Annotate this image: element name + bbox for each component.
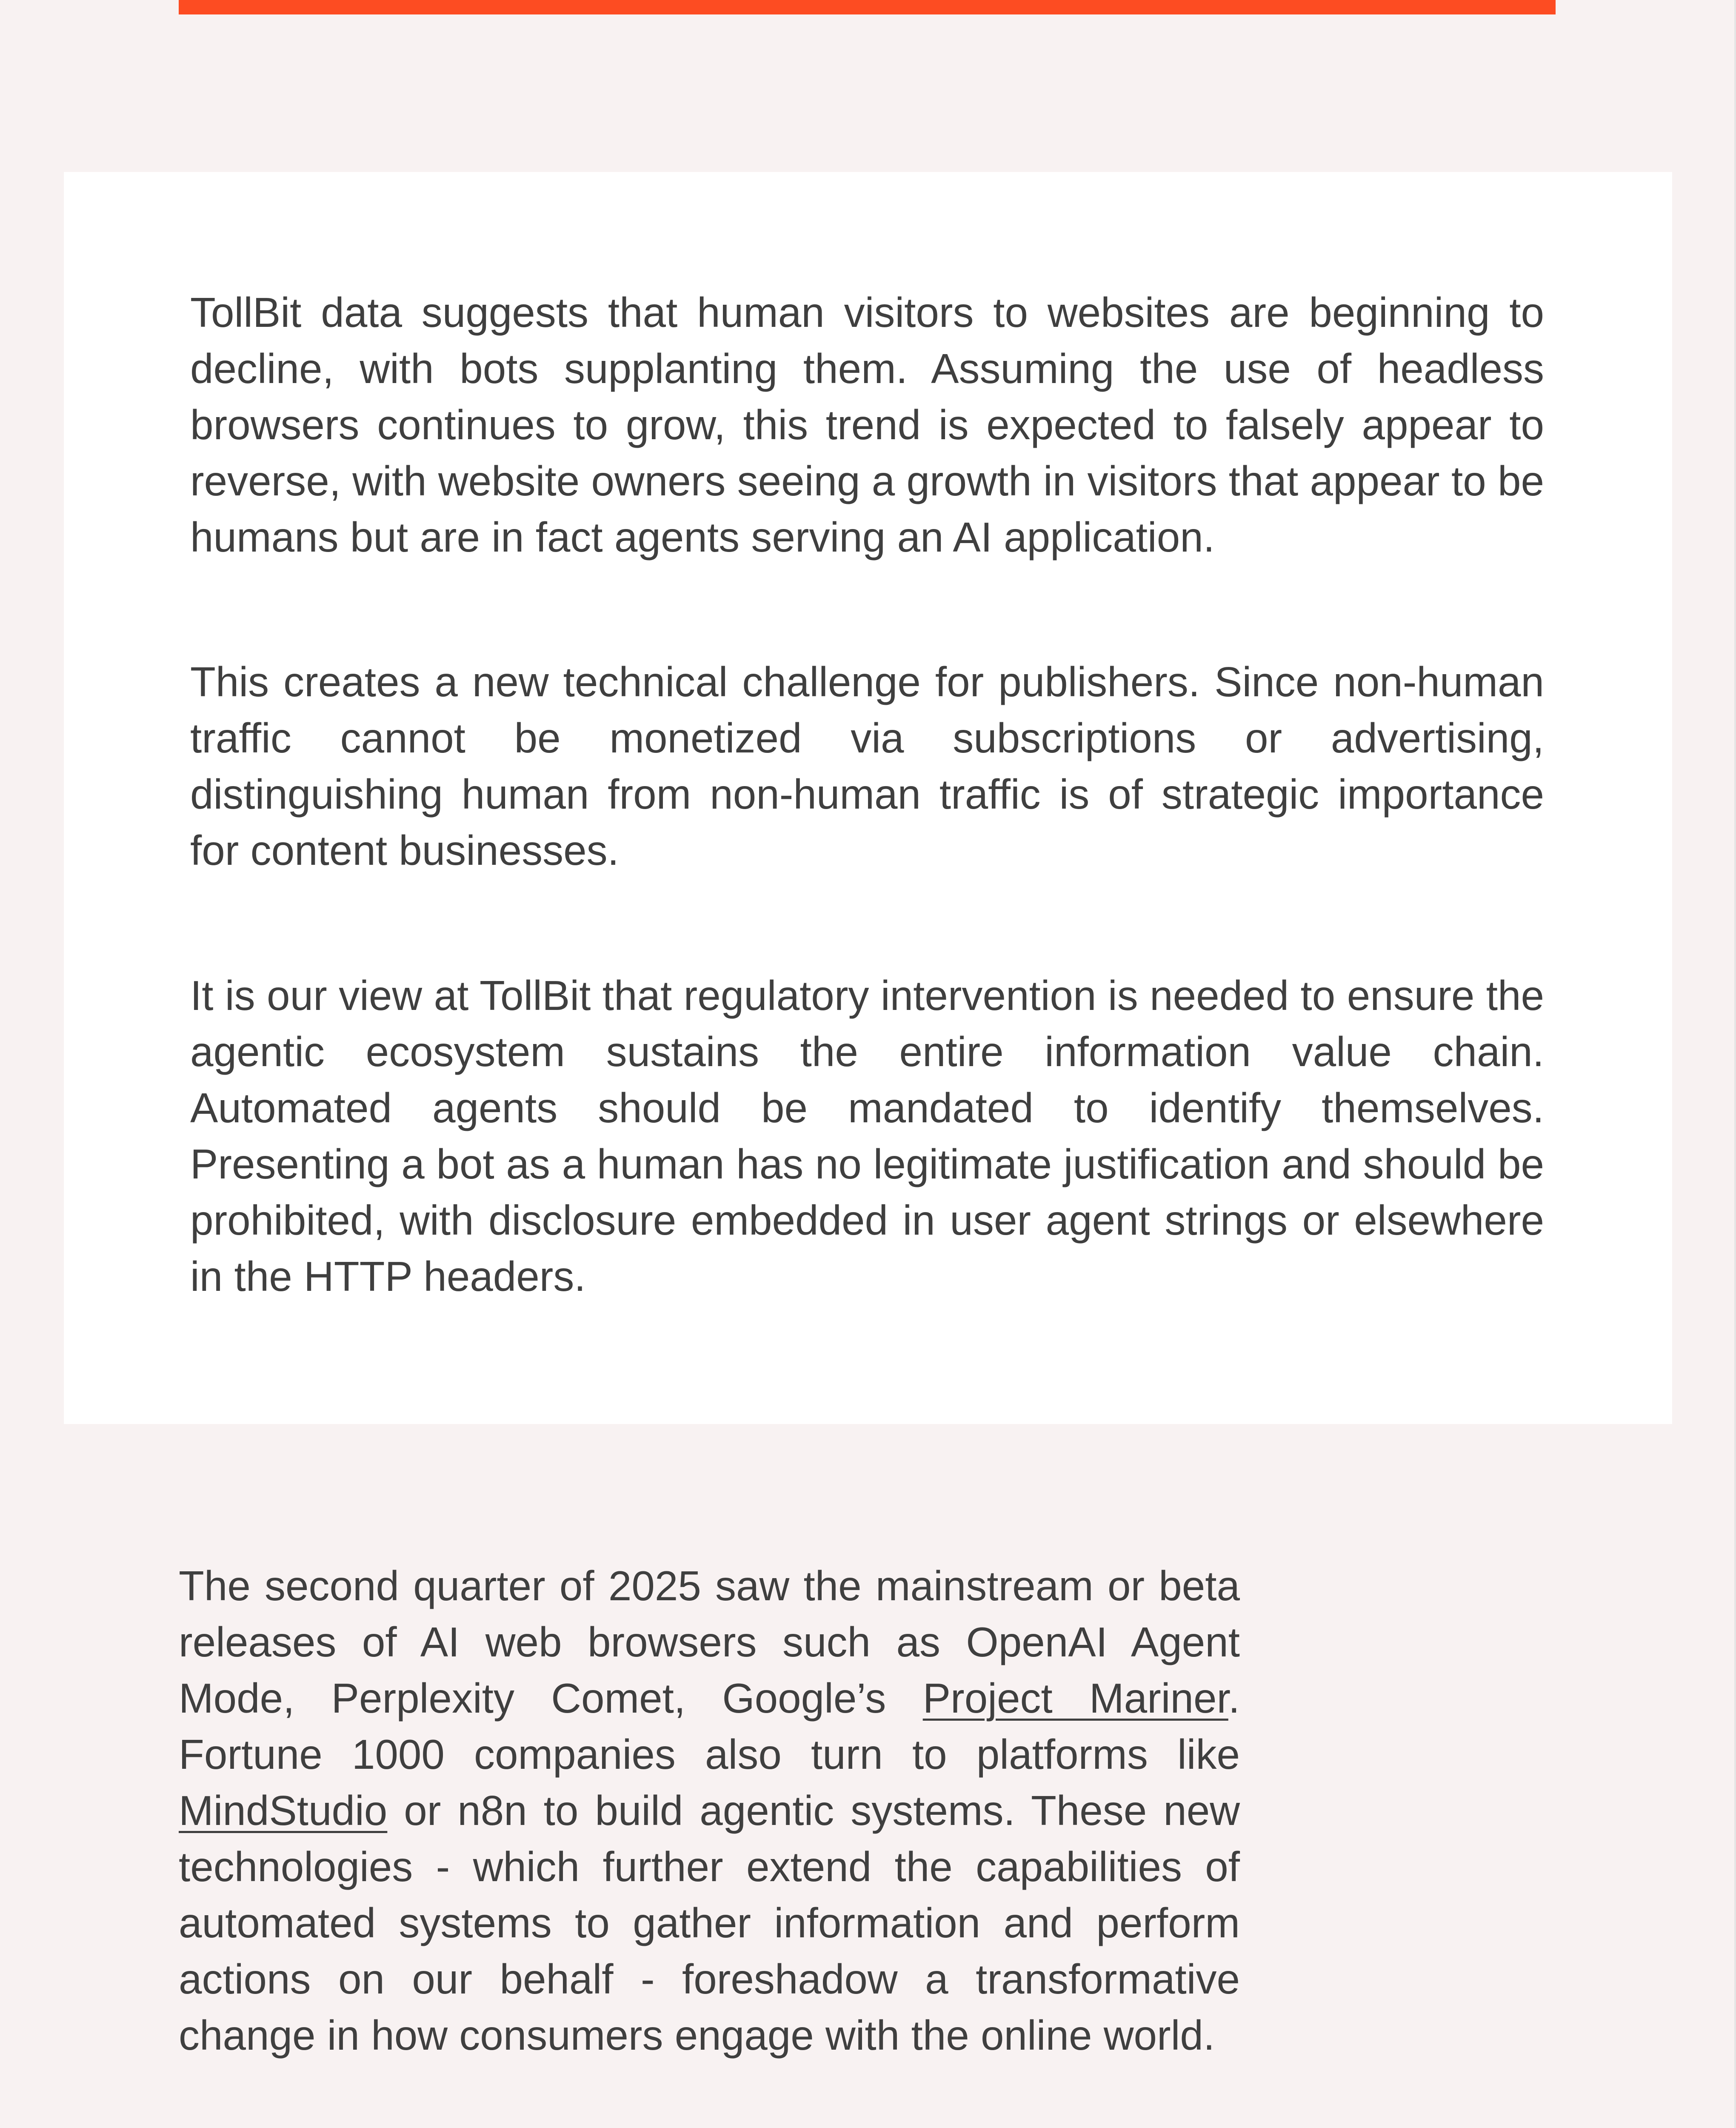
card-paragraph-decline: TollBit data suggests that human visitors to websites are beginning to decline, with bots supplanting them. Assuming the use of headless browsers continues to grow, this trend is expected to falsely appear to reverse, with website owners seeing a growth in visitors that appear to be humans but are in fact agents serving an AI application. — [190, 289, 1544, 561]
body-paragraph-ai-browsers — [179, 1558, 1240, 2063]
card-paragraph-regulatory-view: It is our view at TollBit that regulatory intervention is needed to ensure the agentic ecosystem sustains the entire information value chain. Automated agents should be mandated to identify themselves. Presenting a bot as a human has no legitimate justification and should be prohibited, with disclosure embedded in user agent strings or elsewhere in the HTTP headers. — [190, 972, 1544, 1300]
body-text-part-3: or n8n to build agentic systems. These new technologies - which further extend the capabilities of automated systems to gather information and perform actions on our behalf - foreshadow a transformative change in how consumers engage with the online world. — [179, 1787, 1240, 2059]
body-text-part-2: . Fortune 1000 companies also turn to platforms like — [179, 1675, 1240, 1778]
project-mariner-link[interactable]: Project Mariner — [922, 1675, 1228, 1722]
card-paragraph-technical-challenge: This creates a new technical challenge for publishers. Since non-human traffic cannot be monetized via subscriptions or advertising, distinguishing human from non-human traffic is of strategic importance for content businesses. — [190, 658, 1544, 874]
top-accent-bar — [179, 0, 1556, 14]
page-edge-divider — [1734, 0, 1736, 2128]
body-text-part-1: The second quarter of 2025 saw the mainstream or beta releases of AI web browsers such as OpenAI Agent Mode, Perplexity Comet, Google’s — [179, 1562, 1240, 1722]
highlight-card — [64, 172, 1672, 1424]
mindstudio-link[interactable]: MindStudio — [179, 1787, 388, 1834]
